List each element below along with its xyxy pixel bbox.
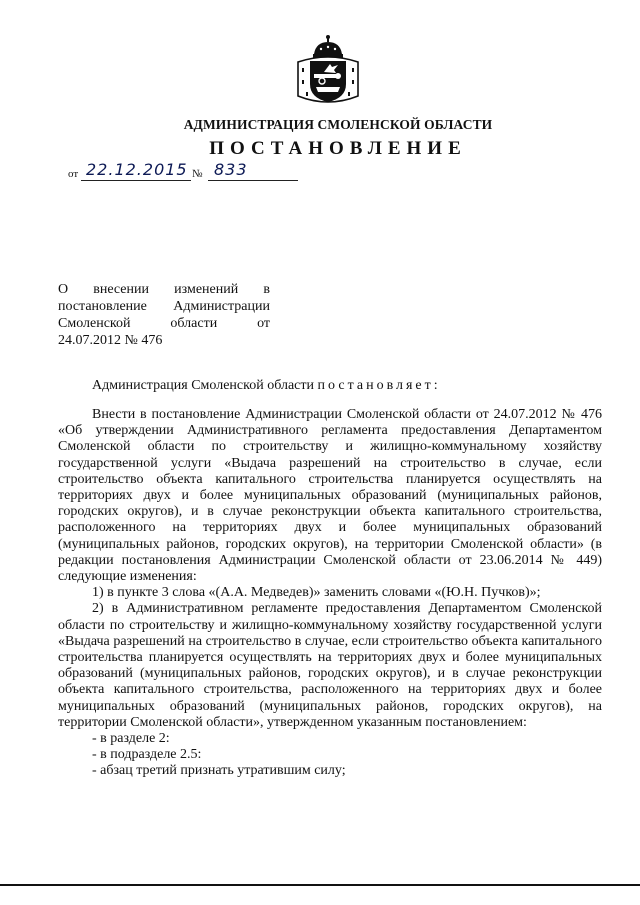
subject-line: О внесении изменений в [58,282,270,297]
subject-line: постановление Администрации [58,299,270,314]
document-type: ПОСТАНОВЛЕНИЕ [209,138,467,159]
date-underline [81,180,191,181]
number-value: 833 [214,160,248,179]
body-bullet: - в разделе 2: [92,731,170,747]
subject-line: 24.07.2012 № 476 [58,333,163,348]
subject-line: Смоленской области от [58,316,270,331]
coat-of-arms-icon [294,34,362,108]
body-item: 1) в пункте 3 слова «(А.А. Медведев)» заменить словами «(Ю.Н. Пучков)»; [92,585,541,601]
document-body [58,407,602,780]
date-label: от [68,168,79,180]
body-bullet: - в подразделе 2.5: [92,747,202,763]
subject-block [58,281,270,349]
agency-name: АДМИНИСТРАЦИЯ СМОЛЕНСКОЙ ОБЛАСТИ [183,117,493,132]
decree-verb: постановляет: [317,378,441,393]
body-bullet: - абзац третий признать утратившим силу; [92,763,346,779]
body-paragraph: Внести в постановление Администрации Смоленской области от 24.07.2012 № 476 «Об утверждении Административного регламента предоставления Департаментом Смоленской области по строительству и жилищно-коммунальному хозяйству государственной услуги «Выдача разрешений на строительство в случае, если строительство объекта капитального строительства планируется осуществлять на территориях двух и более муниципальных образований (муниципальных районов, городских округов), и в случае реконструкции объекта капитального строительства, расположенного на территориях двух и более муниципальных образований (муниципальных районов, городских округов), на территории Смоленской области» (в редакции постановления Администрации Смоленской области от 23.06.2014 № 449) следующие изменения: [58,407,602,585]
decree-prefix: Администрация Смоленской области [92,378,315,393]
date-value: 22.12.2015 [86,160,188,179]
number-label: № [192,168,203,180]
body-item: 2) в Административном регламенте предоставления Департаментом Смоленской области по строительству и жилищно-коммунальному хозяйству государственной услуги «Выдача разрешений на строительство в случае, если строительство объекта капитального строительства планируется осуществлять на территориях двух и более муниципальных образований (муниципальных районов, городских округов), и в случае реконструкции объекта капитального строительства, расположенного на территориях двух и более муниципальных образований (муниципальных районов, городских округов), на территории Смоленской области», утвержденном указанным постановлением: [58,601,602,730]
number-underline [208,180,298,181]
decree-line [92,378,441,394]
page-bottom-rule [0,884,640,886]
